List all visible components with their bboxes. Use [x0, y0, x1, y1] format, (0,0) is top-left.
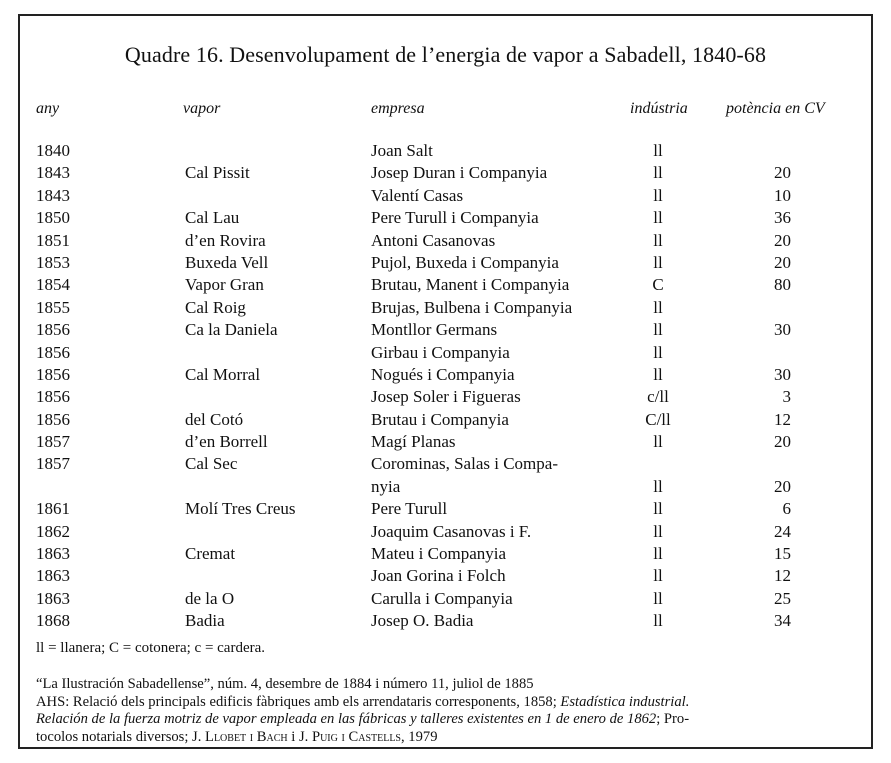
table-row	[20, 588, 871, 610]
table-row	[20, 386, 871, 408]
cell-potencia: 34	[774, 611, 791, 631]
table-row	[20, 252, 871, 274]
table-row	[20, 364, 871, 386]
cell-vapor: Buxeda Vell	[185, 252, 269, 272]
cell-empresa: Pere Turull	[371, 499, 448, 519]
cell-industria: ll	[653, 208, 663, 228]
cell-industria: ll	[653, 230, 663, 250]
cell-empresa: Josep Soler i Figueras	[371, 387, 521, 407]
cell-any: 1843	[36, 163, 70, 183]
cell-any: 1851	[36, 230, 70, 250]
cell-empresa: Brutau, Manent i Companyia	[371, 275, 570, 295]
table-row	[20, 274, 871, 296]
cell-industria: ll	[653, 611, 663, 631]
source-text: , 1979	[401, 728, 438, 745]
cell-potencia: 6	[782, 499, 791, 519]
cell-empresa: Magí Planas	[371, 432, 456, 452]
cell-empresa: Antoni Casanovas	[371, 230, 496, 250]
cell-empresa: Joan Salt	[371, 141, 433, 160]
cell-any: 1861	[36, 499, 70, 519]
legend-note: ll = llanera; C = cotonera; c = cardera.	[36, 640, 266, 656]
table-row	[20, 230, 871, 252]
author-name: Puig i Castells	[311, 728, 401, 745]
cell-any: 1856	[36, 320, 70, 340]
cell-potencia: 25	[774, 588, 791, 608]
sources-note	[36, 676, 866, 746]
cell-empresa: Carulla i Companyia	[371, 588, 513, 608]
cell-industria: ll	[653, 588, 663, 608]
source-italic-title: Relación de la fuerza motriz de vapor empleada en las fábricas y talleres existentes en 1 de enero de 1862	[36, 711, 657, 728]
cell-industria: ll	[653, 163, 663, 183]
cell-vapor: Cal Pissit	[185, 163, 250, 183]
source-text: ; Pro-	[656, 711, 690, 728]
cell-industria: ll	[653, 566, 663, 586]
source-line-4	[36, 729, 866, 747]
table-row	[20, 610, 871, 632]
cell-any: 1863	[36, 566, 70, 586]
table-row	[20, 476, 871, 498]
cell-empresa: Josep O. Badia	[371, 611, 474, 631]
cell-any: 1857	[36, 432, 70, 452]
cell-potencia: 20	[774, 163, 791, 183]
cell-industria: ll	[653, 320, 663, 340]
table-row	[20, 342, 871, 364]
cell-any: 1868	[36, 611, 70, 631]
cell-potencia: 12	[774, 566, 791, 586]
source-text: i J.	[287, 728, 312, 745]
cell-potencia: 30	[774, 320, 791, 340]
cell-any: 1853	[36, 252, 70, 272]
header-any: any	[36, 100, 60, 117]
cell-potencia: 30	[774, 364, 791, 384]
table-body	[20, 140, 871, 633]
cell-vapor: del Cotó	[185, 409, 244, 429]
source-line-1	[36, 676, 866, 694]
source-text: “La Ilustración Sabadellense”, núm. 4, desembre de 1884 i número 11, juliol de 1885	[36, 676, 534, 692]
table-row	[20, 319, 871, 341]
table-row	[20, 453, 871, 475]
cell-industria: ll	[653, 141, 663, 160]
table-row	[20, 543, 871, 565]
cell-any: 1840	[36, 141, 70, 160]
cell-industria: c/ll	[647, 387, 669, 407]
table-row	[20, 207, 871, 229]
cell-industria: ll	[653, 499, 663, 519]
cell-empresa: Josep Duran i Companyia	[371, 163, 548, 183]
cell-any: 1843	[36, 185, 70, 205]
source-line-2	[36, 694, 866, 712]
source-text: AHS: Relació dels principals edificis fàbriques amb els arrendataris corresponents, 1858;	[36, 693, 561, 710]
cell-industria: ll	[653, 185, 663, 205]
cell-potencia: 24	[774, 521, 791, 541]
cell-potencia: 36	[774, 208, 791, 228]
cell-vapor: Cal Morral	[185, 364, 261, 384]
cell-potencia: 20	[774, 476, 791, 496]
cell-empresa: Montllor Germans	[371, 320, 498, 340]
cell-any: 1863	[36, 588, 70, 608]
cell-any: 1854	[36, 275, 70, 295]
header-potencia: potència en CV	[726, 100, 825, 117]
cell-industria: C/ll	[645, 409, 671, 429]
source-text: tocolos notarials diversos; J.	[36, 728, 206, 745]
cell-vapor: Cal Sec	[185, 454, 238, 474]
cell-industria: ll	[653, 342, 663, 362]
source-italic-title: Estadística industrial.	[560, 693, 690, 710]
cell-empresa: Mateu i Companyia	[371, 544, 507, 564]
cell-industria: ll	[653, 364, 663, 384]
header-industria: indústria	[630, 100, 688, 117]
cell-vapor: Molí Tres Creus	[185, 499, 296, 519]
cell-vapor: d’en Rovira	[185, 230, 266, 250]
cell-potencia: 20	[774, 432, 791, 452]
cell-empresa: Joan Gorina i Folch	[371, 566, 506, 586]
header-vapor: vapor	[183, 100, 221, 117]
cell-industria: ll	[653, 544, 663, 564]
cell-vapor: de la O	[185, 588, 235, 608]
table-row	[20, 140, 871, 162]
table-title: Quadre 16. Desenvolupament de l’energia de vapor a Sabadell, 1840-68	[124, 42, 767, 67]
cell-any: 1856	[36, 342, 70, 362]
author-name: Llobet i Bach	[205, 728, 288, 745]
cell-any: 1862	[36, 521, 70, 541]
cell-potencia: 3	[782, 387, 791, 407]
cell-industria: ll	[653, 297, 663, 317]
cell-any: 1856	[36, 409, 70, 429]
cell-potencia: 10	[774, 185, 791, 205]
table-row	[20, 409, 871, 431]
cell-vapor: Cal Lau	[185, 208, 240, 228]
cell-empresa: Nogués i Companyia	[371, 364, 515, 384]
cell-vapor: Vapor Gran	[185, 275, 264, 295]
cell-empresa: Valentí Casas	[371, 185, 464, 205]
cell-empresa: Pujol, Buxeda i Companyia	[371, 252, 559, 272]
cell-industria: C	[652, 275, 664, 295]
cell-potencia: 12	[774, 409, 791, 429]
table-row	[20, 162, 871, 184]
cell-any: 1857	[36, 454, 70, 474]
cell-any: 1850	[36, 208, 70, 228]
cell-empresa: Brujas, Bulbena i Companyia	[371, 297, 573, 317]
cell-potencia: 15	[774, 544, 791, 564]
cell-vapor: Cremat	[185, 544, 236, 564]
cell-vapor: Ca la Daniela	[185, 320, 278, 340]
cell-vapor: Cal Roig	[185, 297, 246, 317]
cell-empresa: Joaquim Casanovas i F.	[371, 521, 532, 541]
table-row	[20, 565, 871, 587]
cell-empresa: Brutau i Companyia	[371, 409, 509, 429]
header-empresa: empresa	[371, 100, 425, 117]
table-row	[20, 297, 871, 319]
table-row	[20, 498, 871, 520]
cell-empresa: nyia	[371, 476, 401, 496]
cell-empresa: Corominas, Salas i Compa-	[371, 454, 558, 474]
cell-industria: ll	[653, 432, 663, 452]
table-row	[20, 431, 871, 453]
source-line-3	[36, 711, 866, 729]
cell-potencia: 20	[774, 230, 791, 250]
cell-industria: ll	[653, 476, 663, 496]
cell-potencia: 80	[774, 275, 791, 295]
cell-any: 1863	[36, 544, 70, 564]
cell-any: 1855	[36, 297, 70, 317]
cell-empresa: Pere Turull i Companyia	[371, 208, 539, 228]
cell-any: 1856	[36, 387, 70, 407]
cell-industria: ll	[653, 252, 663, 272]
table-frame	[18, 14, 873, 749]
table-row	[20, 521, 871, 543]
cell-empresa: Girbau i Companyia	[371, 342, 510, 362]
cell-vapor: Badia	[185, 611, 225, 631]
cell-potencia: 20	[774, 252, 791, 272]
cell-vapor: d’en Borrell	[185, 432, 268, 452]
cell-industria: ll	[653, 521, 663, 541]
table-row	[20, 185, 871, 207]
cell-any: 1856	[36, 364, 70, 384]
